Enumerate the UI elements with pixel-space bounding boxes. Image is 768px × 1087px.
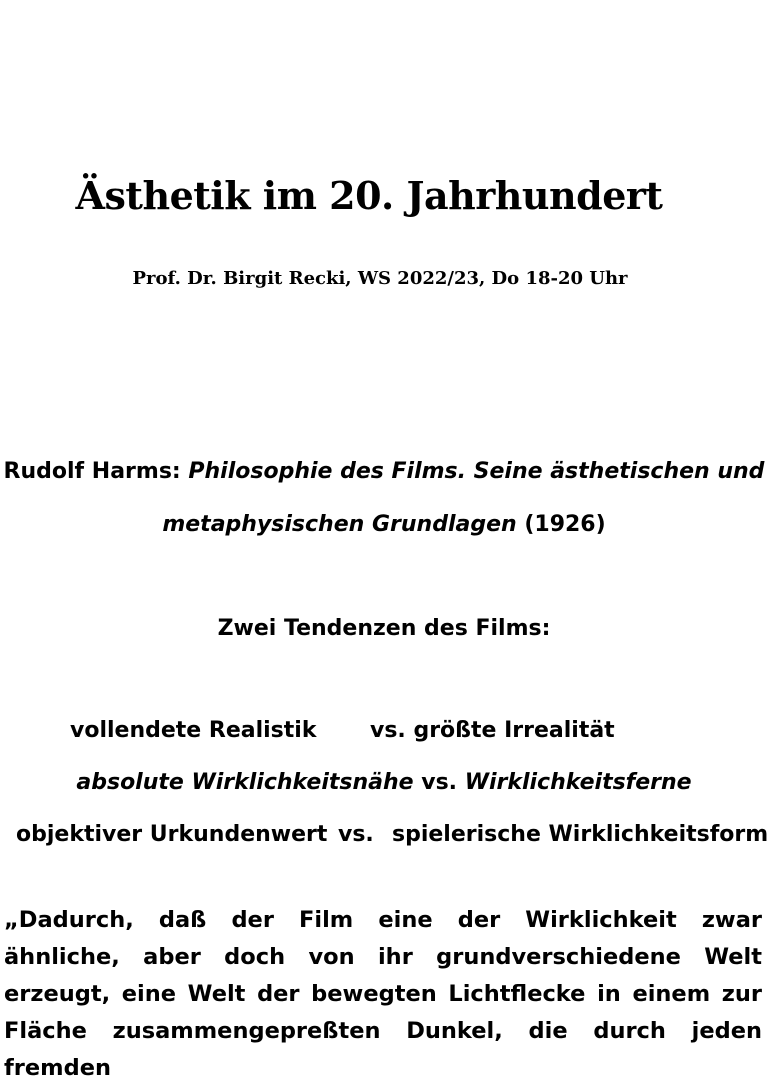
reference-work-title-part2: metaphysischen Grundlagen <box>162 512 517 537</box>
reference-line-1 <box>0 455 768 489</box>
comparison-row1-left: vollendete Realistik <box>70 718 317 743</box>
comparison-row2-right: Wirklichkeitsferne <box>464 770 692 795</box>
comparison-row1-right: vs. größte Irrealität <box>370 718 615 743</box>
comparison-row3-left: objektiver Urkundenwert <box>16 822 328 847</box>
slide-title: Ästhetik im 20. Jahrhundert <box>75 173 663 218</box>
section-heading: Zwei Tendenzen des Films: <box>217 616 551 641</box>
reference-year: (1926) <box>516 512 606 537</box>
comparison-row2-vs: vs. <box>413 770 465 795</box>
reference-work-title-part1: Philosophie des Films. Seine ästhetischen und <box>188 459 765 484</box>
quote-paragraph: „Dadurch, daß der Film eine der Wirklichkeit zwar ähnliche, aber doch von ihr grundverschiedene Welt erzeugt, eine Welt der bewegten Lichtflecke in einem zur Fläche zusammengepreßten Dunkel, die durch jeden fremden <box>4 907 762 1081</box>
comparison-row2 <box>0 766 768 800</box>
reference-author: Rudolf Harms: <box>3 459 189 484</box>
reference-line-2 <box>0 508 768 542</box>
comparison-row3-vs: vs. <box>338 822 374 847</box>
comparison-row3-right: spielerische Wirklichkeitsform <box>392 822 768 847</box>
comparison-row2-left: absolute Wirklichkeitsnähe <box>76 770 414 795</box>
slide-subtitle: Prof. Dr. Birgit Recki, WS 2022/23, Do 18-20 Uhr <box>132 268 628 289</box>
